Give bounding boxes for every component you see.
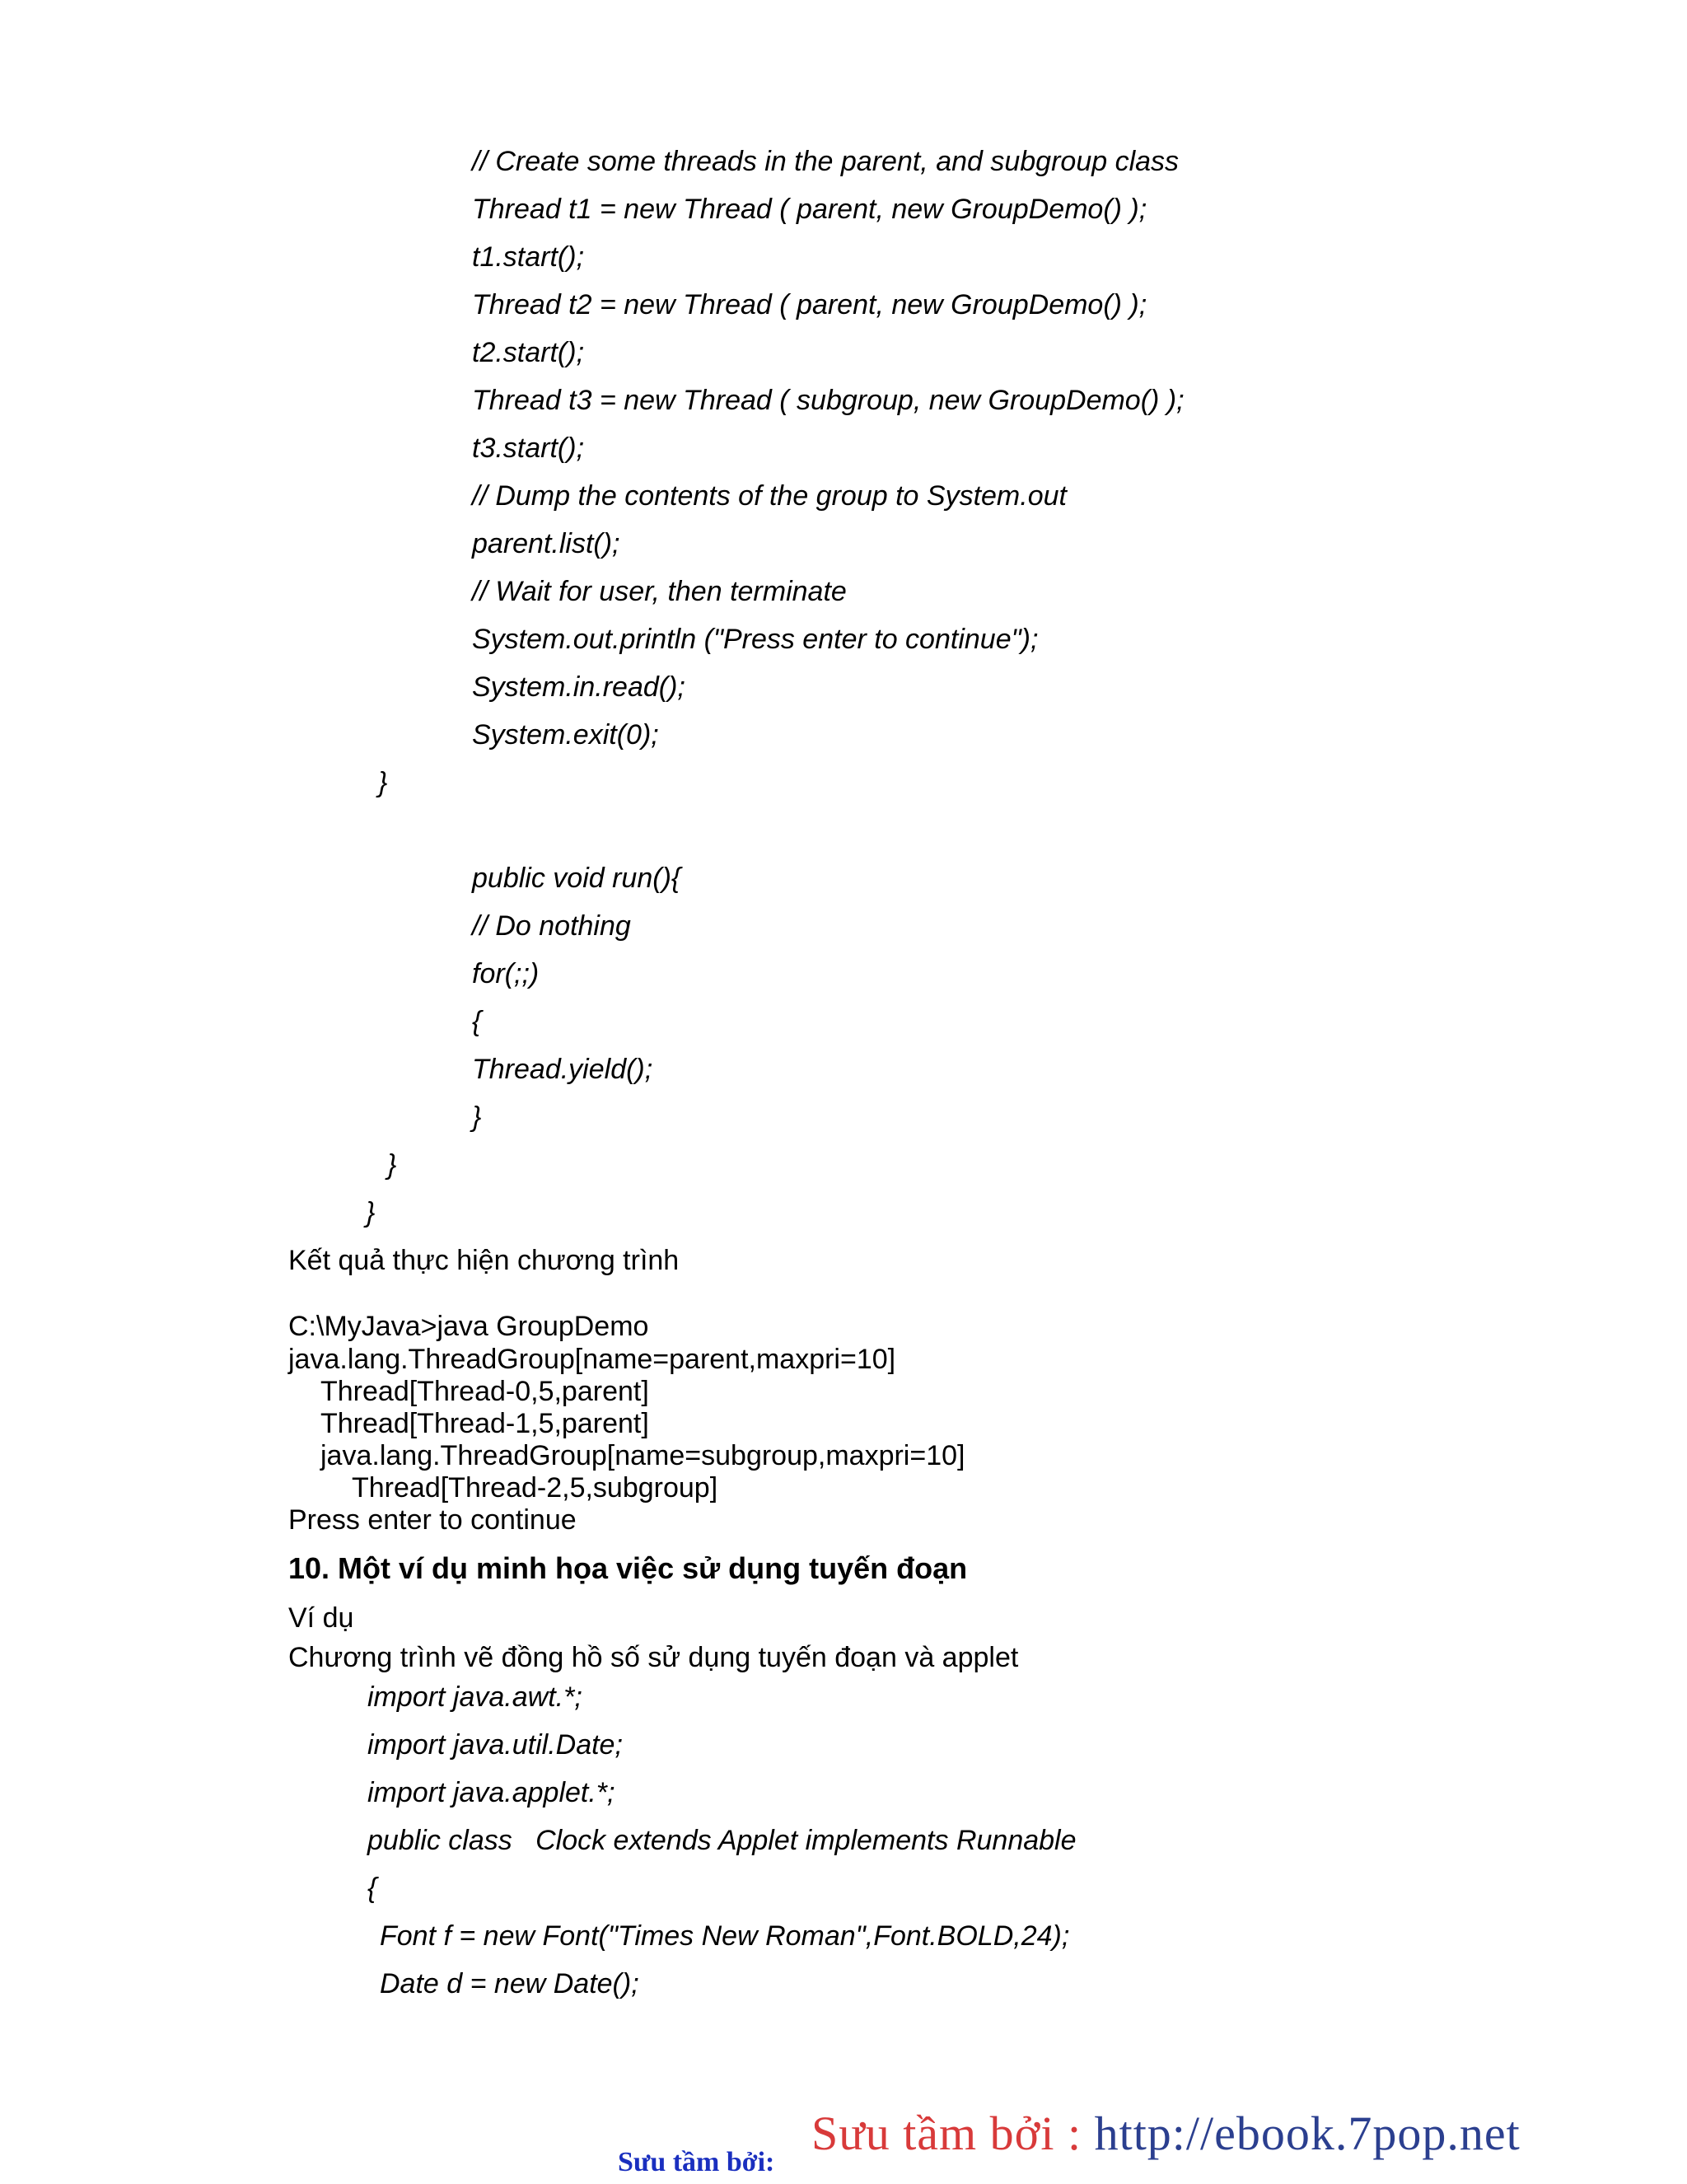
code-line: t2.start(); (472, 337, 585, 368)
code-line: parent.list(); (472, 528, 620, 559)
code-line: } (366, 1197, 376, 1228)
code-line: } (472, 1101, 482, 1133)
example-label: Ví dụ (288, 1602, 354, 1634)
code-line: Thread t3 = new Thread ( subgroup, new GroupDemo() ); (472, 385, 1185, 416)
code-line: Thread t2 = new Thread ( parent, new GroupDemo() ); (472, 289, 1147, 320)
output-line: java.lang.ThreadGroup[name=subgroup,maxpri=10] (320, 1440, 965, 1471)
result-label: Kết quả thực hiện chương trình (288, 1245, 680, 1276)
code-line: { (472, 1006, 482, 1037)
code-line: // Do nothing (472, 910, 631, 942)
watermark-url: http://ebook.7pop.net (1094, 2107, 1521, 2160)
code-line: public class Clock extends Applet implements Runnable (367, 1825, 1077, 1856)
code-line: Font f = new Font("Times New Roman",Font.BOLD,24); (380, 1920, 1070, 1952)
output-line: Thread[Thread-2,5,subgroup] (352, 1472, 718, 1504)
code-line: import java.util.Date; (367, 1729, 623, 1761)
code-line: import java.applet.*; (367, 1777, 615, 1808)
code-line: public void run(){ (472, 863, 681, 894)
code-line: // Wait for user, then terminate (472, 576, 847, 607)
code-line: for(;;) (472, 958, 540, 989)
output-line: Thread[Thread-0,5,parent] (320, 1376, 649, 1407)
code-line: t3.start(); (472, 433, 585, 464)
code-line: } (378, 767, 388, 798)
output-line: Thread[Thread-1,5,parent] (320, 1408, 649, 1439)
example-description: Chương trình vẽ đồng hồ số sử dụng tuyến đoạn và applet (288, 1642, 1019, 1673)
section-heading: 10. Một ví dụ minh họa việc sử dụng tuyến đoạn (288, 1551, 968, 1585)
code-line: Thread.yield(); (472, 1054, 653, 1085)
output-line: Press enter to continue (288, 1504, 577, 1536)
code-line: System.out.println ("Press enter to continue"); (472, 624, 1039, 655)
code-line: Thread t1 = new Thread ( parent, new GroupDemo() ); (472, 194, 1147, 225)
code-line: t1.start(); (472, 241, 585, 273)
code-line: System.exit(0); (472, 719, 659, 751)
watermark-text: Sưu tầm bởi : (811, 2107, 1095, 2160)
code-line: // Dump the contents of the group to System.out (472, 480, 1067, 512)
watermark (811, 2105, 1521, 2163)
output-line: java.lang.ThreadGroup[name=parent,maxpri=10] (288, 1344, 896, 1375)
code-line: Date d = new Date(); (380, 1968, 639, 1999)
code-line: System.in.read(); (472, 671, 685, 703)
output-line: C:\MyJava>java GroupDemo (288, 1311, 649, 1342)
code-line: // Create some threads in the parent, and subgroup class (472, 146, 1180, 177)
watermark-credit: Sưu tầm bởi: (618, 2147, 775, 2177)
code-line: } (387, 1149, 397, 1181)
code-line: import java.awt.*; (367, 1681, 582, 1713)
code-line: { (367, 1873, 377, 1904)
